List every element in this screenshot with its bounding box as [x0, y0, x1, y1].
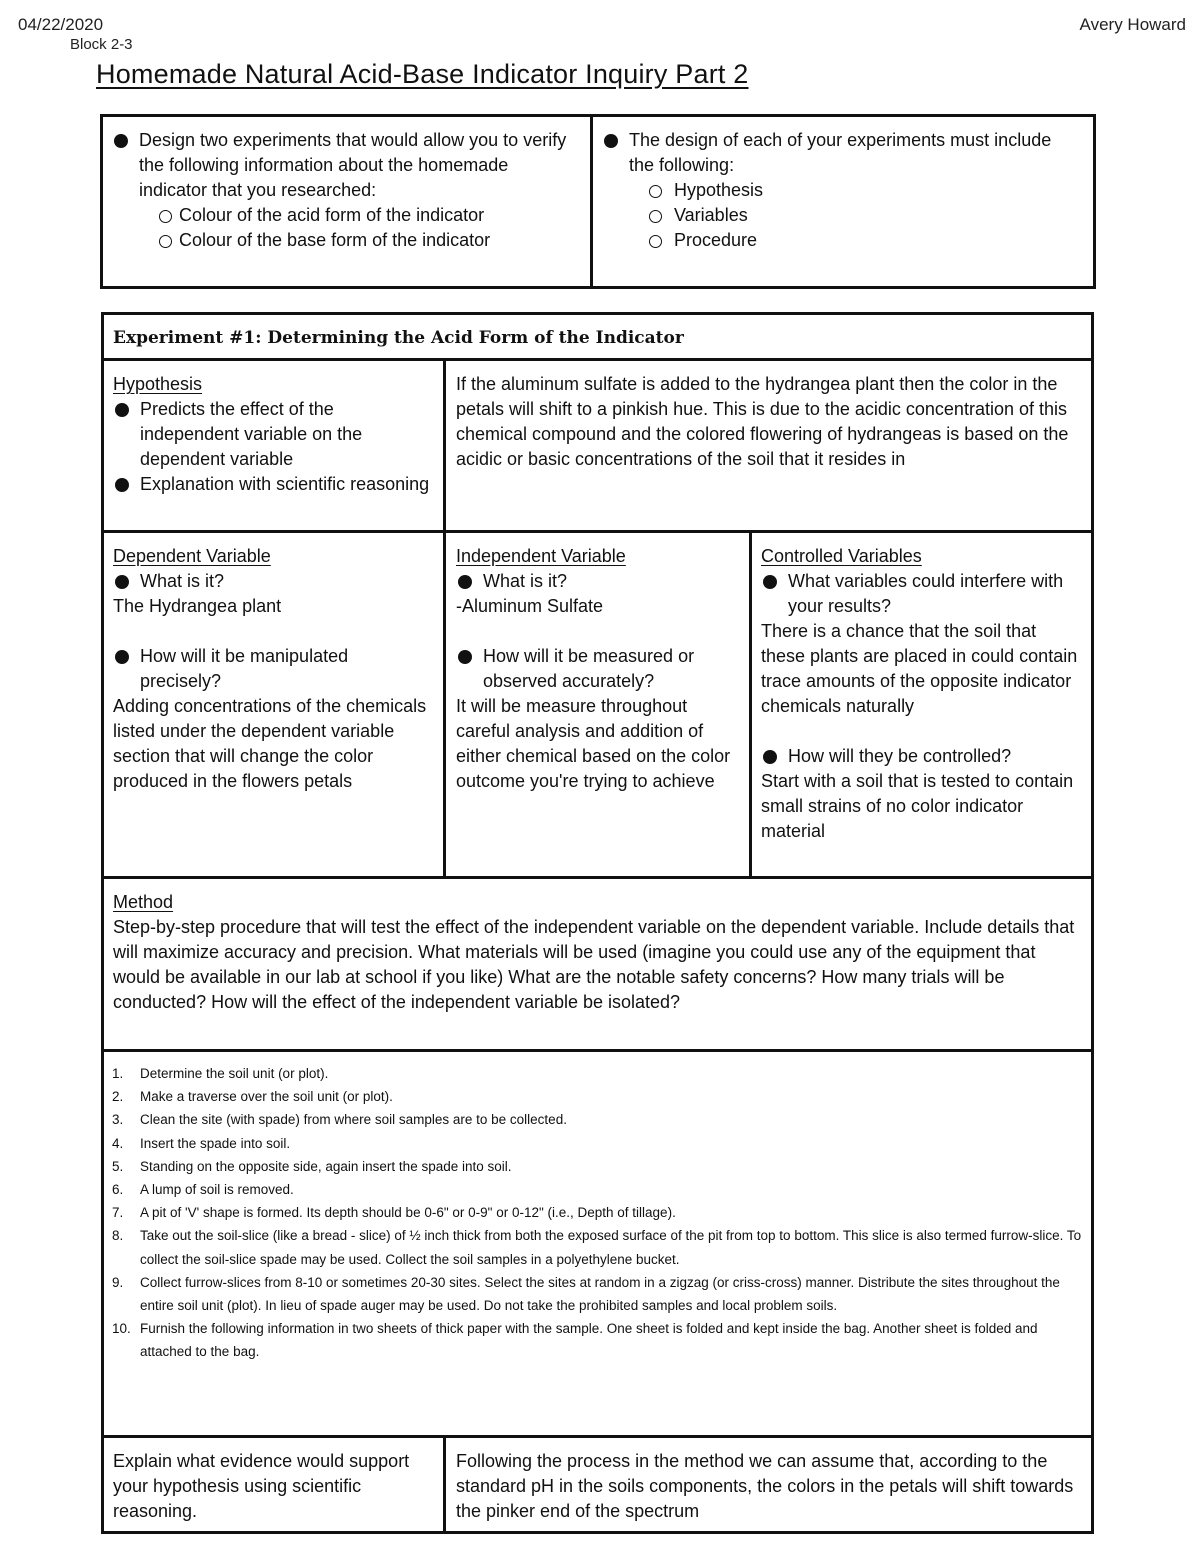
hypothesis-bullet-1: Predicts the effect of the independent variable on the dependent variable	[113, 397, 433, 472]
instructions-right-sub-3: Procedure	[602, 228, 1072, 253]
list-item: 9. Collect furrow-slices from 8-10 or sometimes 20-30 sites. Select the sites at random in a zigzag (or criss-cross) manner. Distribute the sites throughout the entire soil unit (plot). In lieu of spade auger may be used. Do not take the prohibited samples and local problem soils.	[112, 1274, 1060, 1314]
dependent-q1: What is it?	[113, 569, 433, 594]
dependent-variable-cell	[113, 544, 433, 794]
page-title: Homemade Natural Acid-Base Indicator Inquiry Part 2	[96, 59, 749, 89]
controlled-variables-cell	[761, 544, 1079, 844]
instructions-left	[112, 128, 577, 253]
row-line-2	[101, 530, 1094, 533]
list-item: 7. A pit of 'V' shape is formed. Its depth should be 0-6" or 0-9" or 0-12" (i.e., Depth of tillage).	[112, 1205, 676, 1221]
hypothesis-label: Hypothesis	[113, 374, 203, 394]
independent-a1: -Aluminum Sulfate	[456, 596, 604, 616]
controlled-q1: What variables could interfere with your results?	[761, 569, 1079, 619]
row-line-5	[101, 1435, 1094, 1438]
independent-q1: What is it?	[456, 569, 740, 594]
instructions-divider	[590, 114, 593, 289]
instructions-right-sub-1: Hypothesis	[602, 178, 1072, 203]
list-item: 4. Insert the spade into soil.	[112, 1135, 291, 1151]
independent-q2: How will it be measured or observed accurately?	[456, 644, 740, 694]
list-item: 3. Clean the site (with spade) from where soil samples are to be collected.	[112, 1112, 567, 1128]
list-item: 6. A lump of soil is removed.	[112, 1182, 294, 1198]
evidence-prompt: Explain what evidence would support your hypothesis using scientific reasoning.	[113, 1451, 410, 1521]
block: Block 2-3	[70, 36, 133, 53]
controlled-a1: There is a chance that the soil that these plants are placed in could contain trace amounts of the opposite indicator chemicals naturally	[761, 621, 1078, 716]
list-item: 1. Determine the soil unit (or plot).	[112, 1066, 329, 1081]
procedure-steps	[112, 1062, 1084, 1364]
dependent-a1: The Hydrangea plant	[113, 596, 282, 616]
independent-a2: It will be measure throughout careful analysis and addition of either chemical based on the color outcome you're trying to achieve	[456, 696, 731, 791]
method-label: Method	[113, 892, 174, 912]
hypothesis-criteria	[113, 372, 433, 497]
row-line-1	[101, 358, 1094, 361]
col-line-var-1	[443, 530, 446, 879]
list-item: 8. Take out the soil-slice (like a bread - slice) of ½ inch thick from both the exposed surface of the pit from top to bottom. This slice is also termed furrow-slice. To collect the soil-slice spade may be used. Collect the soil samples in a polyethylene bucket.	[112, 1228, 1082, 1267]
independent-variable-label: Independent Variable	[456, 546, 626, 566]
experiment-heading: Experiment #1: Determining the Acid Form of the Indicator	[113, 328, 684, 348]
hypothesis-bullet-2: Explanation with scientific reasoning	[113, 472, 433, 497]
col-line-evidence	[443, 1435, 446, 1534]
instructions-right	[602, 128, 1072, 253]
row-line-3	[101, 876, 1094, 879]
evidence-answer: Following the process in the method we can assume that, according to the standard pH in the soils components, the colors in the petals will shift towards the pinker end of the spectrum	[456, 1451, 1074, 1521]
list-item: 5. Standing on the opposite side, again insert the spade into soil.	[112, 1158, 512, 1174]
independent-variable-cell	[456, 544, 740, 794]
method-cell	[113, 890, 1079, 1015]
controlled-variables-label: Controlled Variables	[761, 546, 922, 566]
date: 04/22/2020	[18, 15, 104, 34]
list-item: 10. Furnish the following information in two sheets of thick paper with the sample. One sheet is folded and kept inside the bag. Another sheet is folded and attached to the bag.	[112, 1321, 1038, 1360]
student-name: Avery Howard	[1079, 15, 1186, 34]
instructions-left-sub-1: Colour of the acid form of the indicator	[112, 203, 577, 228]
instructions-left-sub-2: Colour of the base form of the indicator	[112, 228, 577, 253]
controlled-q2: How will they be controlled?	[761, 744, 1079, 769]
col-line-var-2	[749, 530, 752, 879]
dependent-q2: How will it be manipulated precisely?	[113, 644, 433, 694]
row-line-4	[101, 1049, 1094, 1052]
list-item: 2. Make a traverse over the soil unit (or plot).	[112, 1089, 393, 1105]
instructions-right-sub-2: Variables	[602, 203, 1072, 228]
col-line-hypothesis	[443, 358, 446, 533]
controlled-a2: Start with a soil that is tested to contain small strains of no color indicator material	[761, 771, 1074, 841]
hypothesis-answer: If the aluminum sulfate is added to the hydrangea plant then the color in the petals will shift to a pinkish hue. This is due to the acidic concentration of this chemical compound and the colored flowering of hydrangeas is based on the acidic or basic concentrations of the soil that it resides in	[456, 374, 1069, 469]
instructions-left-bullet: Design two experiments that would allow you to verify the following information about the homemade indicator that you researched:	[112, 128, 577, 203]
method-text: Step-by-step procedure that will test the effect of the independent variable on the dependent variable. Include details that will maximize accuracy and precision. What materials will be used (imagine you could use any of the equipment that would be available in our lab at school if you like) What are the notable safety concerns? How many trials will be conducted? How will the effect of the independent variable be isolated?	[113, 917, 1075, 1012]
dependent-a2: Adding concentrations of the chemicals listed under the dependent variable section that will change the color produced in the flowers petals	[113, 696, 427, 791]
instructions-right-bullet: The design of each of your experiments must include the following:	[602, 128, 1072, 178]
dependent-variable-label: Dependent Variable	[113, 546, 271, 566]
